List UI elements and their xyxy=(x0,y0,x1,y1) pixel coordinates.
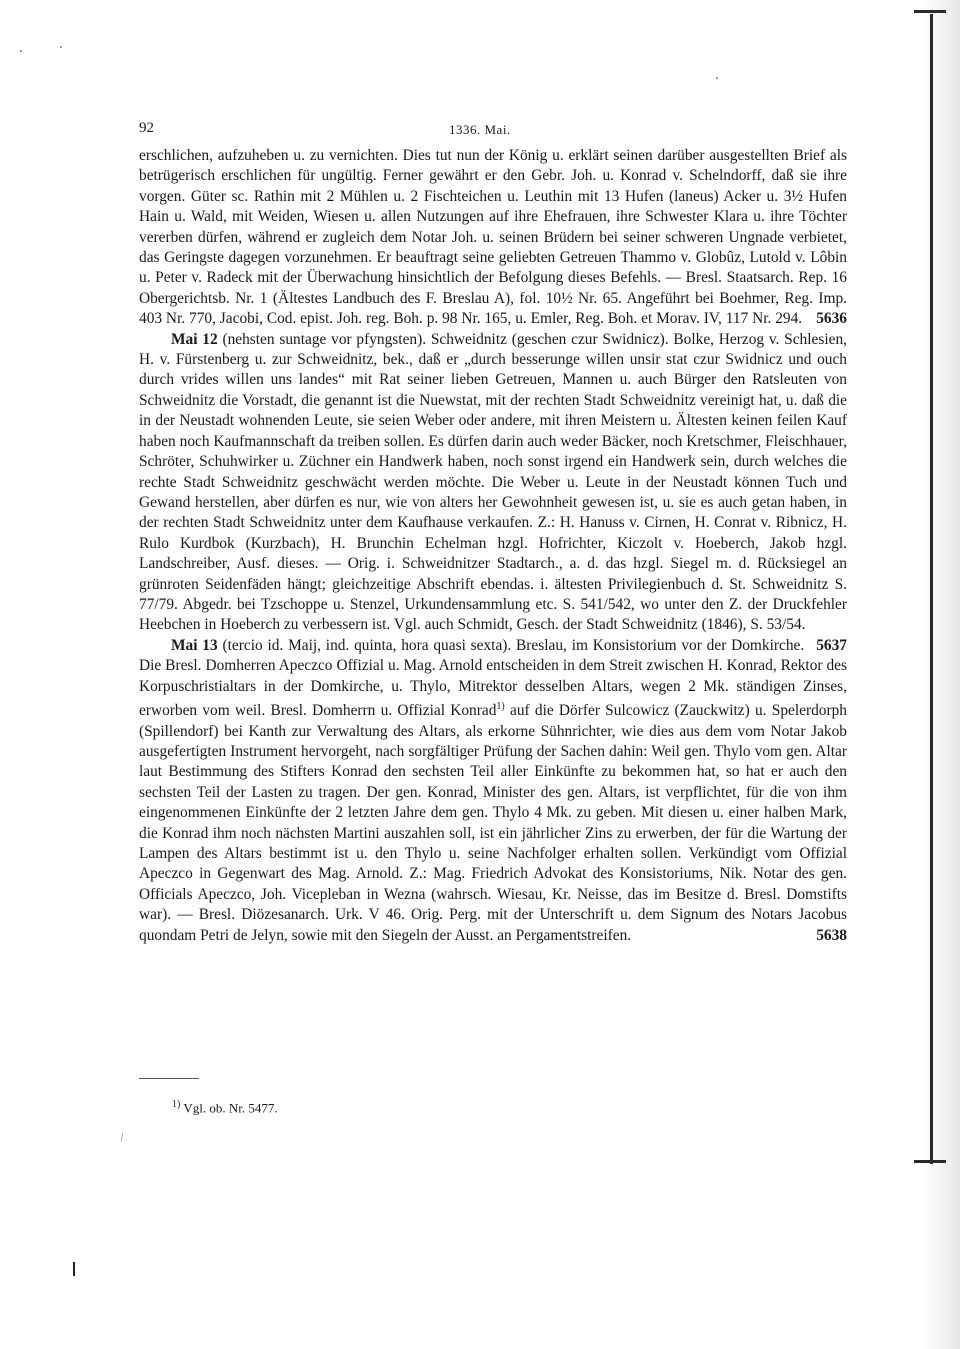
footnote-rule xyxy=(139,1078,199,1079)
entry-text-continued: auf die Dörfer Sulcowicz (Zauckwitz) u. Spelerdorph (Spillendorf) bei Kanth zur Verwaltung des Altars, als erkorne Sühnrichter, wie dies aus dem vom Notar Jakob ausgefertigten Instrument hervorgeht, nach sorgfältiger Prüfung der Sachen dahin: Weil gen. Thylo vom gen. Altar laut Bestimmung des Stifters Konrad den sechsten Teil aller Einkünfte zu bekommen hat, so hat er auch den sechsten Teil der Lasten zu tragen. Der gen. Konrad, Minister des gen. Altars, ist verpflichtet, für die von ihm eingenommenen Einkünfte der 2 letzten Jahre dem gen. Thylo 4 Mk. zu geben. Mit diesen u. einer halben Mark, die Konrad ihm noch nächsten Martini auszahlen soll, ist ein jährlicher Zins zu erwerben, der für die Wartung der Lampen des Altars bestimmt ist u. den Thylo u. seine Nachfolger erhalten sollen. Verkündigt vom Offizial Apeczco in Gegenwart des Mag. Arnold. Z.: Mag. Friedrich Advokat des Konsistoriums, Nik. Notar des gen. Officials Apeczco, Joh. Vicepleban in Wezna (wahrsch. Wiesau, Kr. Neisse, das im Besitze d. Bresl. Domstifts war). — Bresl. Diözesanarch. Urk. V 46. Orig. Perg. mit der Unterschrift u. dem Signum des Notars Jacobus quondam Petri de Jelyn, sowie mit den Siegeln der Ausst. an Pergamentstreifen. xyxy=(139,702,847,944)
page-number: 92 xyxy=(139,120,154,136)
margin-mark xyxy=(73,1262,75,1276)
entry-5638 xyxy=(139,636,847,946)
document-body xyxy=(139,146,847,946)
scan-speck xyxy=(716,77,718,79)
entry-number: 5637 xyxy=(816,636,847,654)
running-head: 1336. Mai. xyxy=(449,122,511,137)
footnote-reference: 1) xyxy=(496,700,505,712)
entry-5636 xyxy=(139,146,847,330)
scan-edge xyxy=(920,0,960,1349)
footnote-marker: 1) xyxy=(172,1099,181,1110)
entry-text: (tercio id. Maij, ind. quinta, hora quasi sexta). Breslau, im Konsistorium vor der Domkirche. Die Bresl. Domherren Apeczco Offizial u. Mag. Arnold entscheiden in dem Streit zwischen H. Konrad, Rektor des Korpuschristialtars in der Domkirche, u. Thylo, Mitrektor desselben Altars, wegen 2 Mk. ständigen Zinses, erworben vom weil. Bresl. Domherrn u. Offizial Konrad xyxy=(139,636,847,720)
entry-date: Mai 13 xyxy=(171,636,218,654)
scan-speck xyxy=(20,50,22,52)
entry-text: erschlichen, aufzuheben u. zu vernichten. Dies tut nun der König u. erklärt seinen darüber ausgestellten Brief als betrügerisch erschlichen für ungültig. Ferner gewährt er den Gebr. Joh. u. Konrad v. Schelndorff, daß sie ihre vorgen. Güter sc. Rathin mit 2 Mühlen u. 2 Fischteichen u. Leuthin mit 13 Hufen (laneus) Acker u. 3½ Hufen Hain u. Wald, mit Weiden, Wiesen u. allen Nutzungen auf ihre Ehefrauen, ihre Schwester Klara u. ihre Töchter vererben dürfen, während er zugleich dem Notar Joh. u. seinen Brüdern bei seiner schweren Ungnade verbietet, das Geringste dagegen vorzunehmen. Er beauftragt seine geliebten Getreuen Thammo v. Globûz, Lutold v. Lôbin u. Peter v. Radeck mit der Überwachung hinsichtlich der Befolgung dieses Befehls. — Bresl. Staatsarch. Rep. 16 Obergerichtsb. Nr. 1 (Ältestes Landbuch des F. Breslau A), fol. 10½ Nr. 65. Angeführt bei Boehmer, Reg. Imp. 403 Nr. 770, Jacobi, Cod. epist. Joh. reg. Boh. p. 98 Nr. 165, u. Emler, Reg. Boh. et Morav. IV, 117 Nr. 294. xyxy=(139,147,847,328)
scan-mark: \ xyxy=(116,1130,127,1144)
footnote xyxy=(172,1099,278,1116)
footnote-text: Vgl. ob. Nr. 5477. xyxy=(183,1100,278,1116)
scan-speck xyxy=(60,46,62,48)
entry-number: 5638 xyxy=(816,926,847,944)
scan-border-line xyxy=(930,14,933,1164)
entry-text: (nehsten suntage vor pfyngsten). Schweidnitz (geschen czur Swidnicz). Bolke, Herzog v. Schlesien, H. v. Fürstenberg u. zur Schweidnitz, bek., daß er „durch besserunge willen unsir stat czur Swidnicz und ouch durch vrides willen uns landes“ mit Rat seiner lieben Getreuen, Mannen u. auch Bürger den Ratsleuten von Schweidnitz die Vorstadt, die genannt ist die Nuewstat, mit der rechten Stadt Schweidnitz vereinigt hat, u. daß die in der Neustadt wohnenden Leute, sie seien Weber oder andere, mit ihren Meistern u. Ältesten keinen feilen Kauf haben noch Kaufmannschaft da treiben sollen. Es dürfen darin auch weder Bäcker, noch Kretschmer, Fleischhauer, Schröter, Schuhwirker u. Züchner ein Handwerk haben, noch sonst irgend ein Handwerk sein, durch welches die rechte Stadt Schweidnitz geschwächt werden möchte. Die Weber u. Leute in der Neustadt können Tuch und Gewand herstellen, aber dürfen es nur, wie von alters her Gewohnheit gewesen ist, u. sie es auch getan haben, in der rechten Stadt Schweidnitz unter dem Kaufhause verkaufen. Z.: H. Hanuss v. Cirnen, H. Conrat v. Ribnicz, H. Rulo Kurdbok (Kurzbach), H. Brunchin Echelman hzgl. Hofrichter, Kiczolt v. Hoeberch, Jakob hzgl. Landschreiber, Ausf. dieses. — Orig. i. Schweidnitzer Stadtarch., a. d. das hzgl. Siegel m. d. Rücksiegel an grünroten Seidenfäden hängt; gleichzeitige Abschrift ebendas. i. ältesten Privilegienbuch d. St. Schweidnitz S. 77/79. Abgedr. bei Tzschoppe u. Stenzel, Urkundensammlung etc. S. 541/542, wo unter den Z. der Druckfehler Heebchen in Hoeberch zu verbessern ist. Vgl. auch Schmidt, Gesch. der Stadt Schweidnitz (1846), S. 53/54. xyxy=(139,330,847,634)
page-header xyxy=(139,120,829,142)
entry-number: 5636 xyxy=(816,310,847,328)
entry-date: Mai 12 xyxy=(171,330,218,348)
scan-border-cap-bottom xyxy=(914,1160,946,1163)
scan-border-cap-top xyxy=(914,10,946,13)
